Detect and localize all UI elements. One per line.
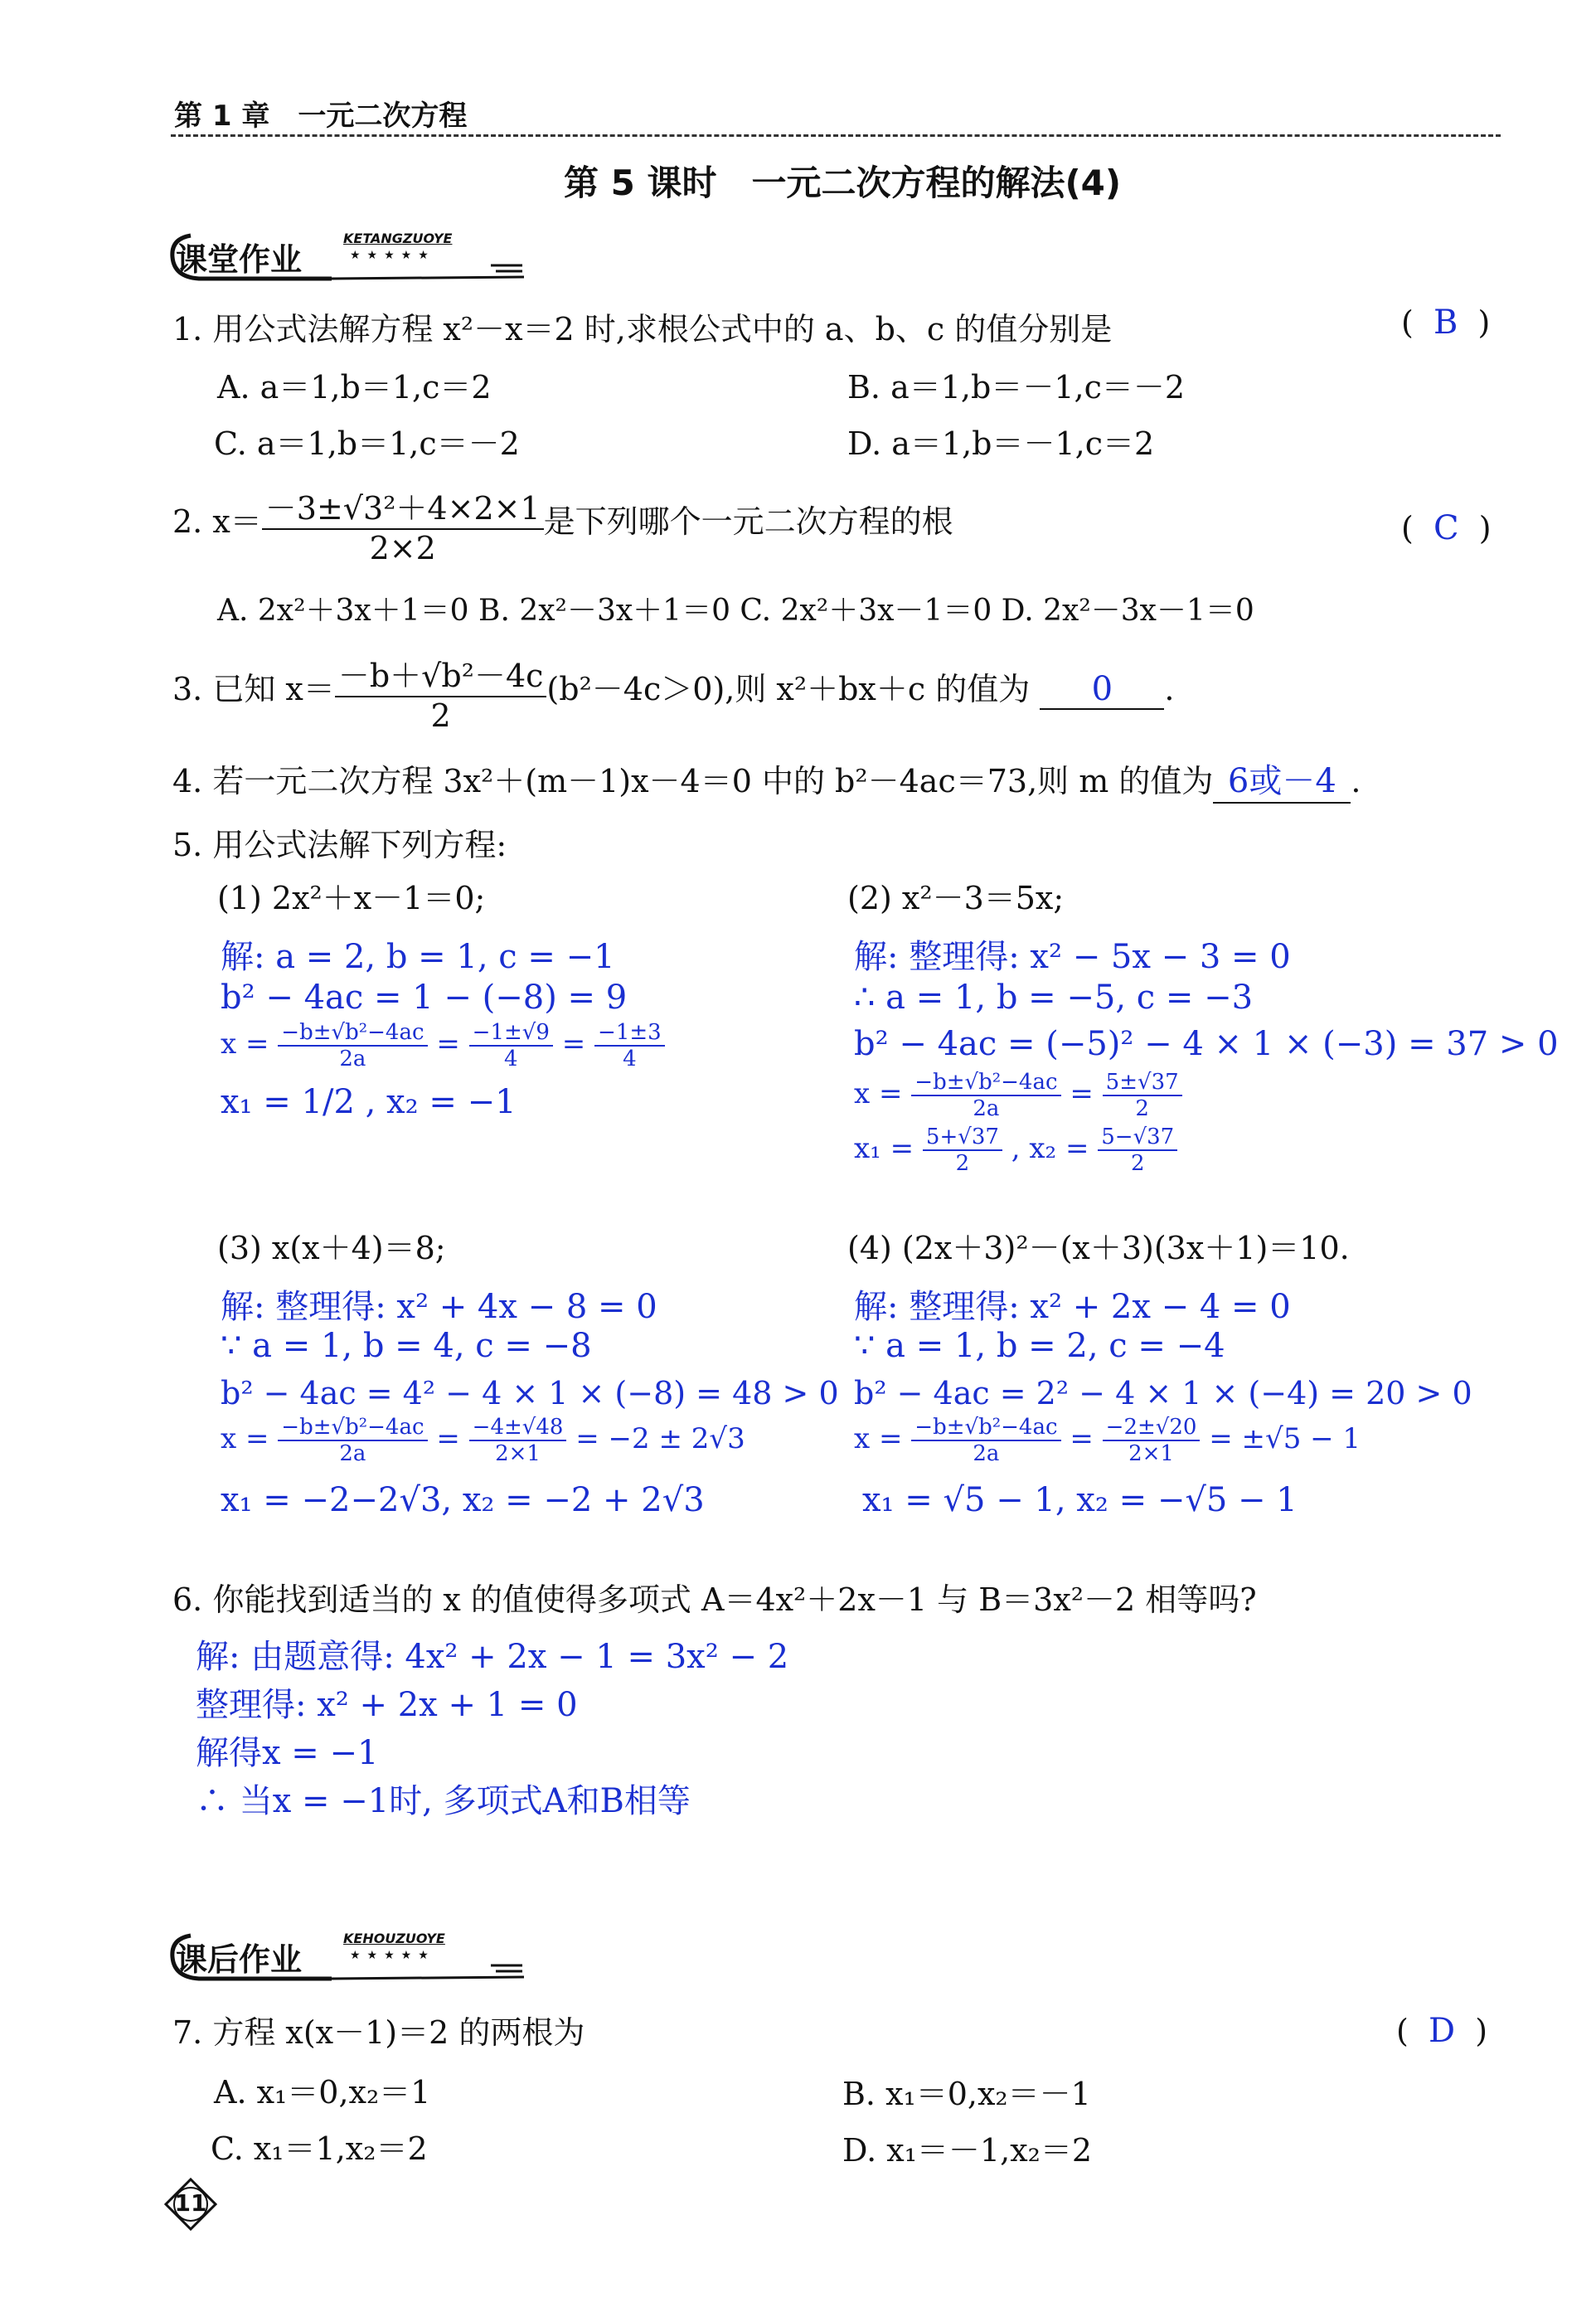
q3-numerator: －b＋√b²－4c (335, 650, 547, 697)
q7-option-a: A. x₁＝0,x₂＝1 (214, 2074, 431, 2111)
q6-line4: ∴ 当x = −1时, 多项式A和B相等 (196, 1782, 691, 1820)
q5-p1-n3: −1±3 (594, 1020, 665, 1047)
q4-stem: 4. 若一元二次方程 3x²＋(m－1)x－4＝0 中的 b²－4ac＝73,则 m 的值为 6或－4 . (172, 755, 1361, 804)
q4-answer: 6或－4 (1227, 762, 1336, 800)
q2-options: A. 2x²＋3x＋1＝0 B. 2x²－3x＋1＝0 C. 2x²＋3x－1＝0 D. 2x²－3x－1＝0 (217, 594, 1254, 628)
q5-p3-d2: 2×1 (495, 1441, 541, 1466)
q5-p1-n1: −b±√b²−4ac (278, 1020, 427, 1047)
q5-p2-d3: 2 (955, 1151, 970, 1176)
q5-p4-line1: 解: 整理得: x² + 2x − 4 = 0 (854, 1288, 1291, 1326)
q4-answer-blank (1213, 755, 1351, 804)
q5-p4-result: = ±√5 − 1 (1209, 1422, 1361, 1455)
homework-label: 课后作业 (176, 1941, 303, 1978)
q5-p2-line3: b² − 4ac = (−5)² − 4 × 1 × (−3) = 37 > 0 (854, 1025, 1559, 1063)
page-number: 11 (174, 2189, 207, 2217)
q5-p3-n1: −b±√b²−4ac (278, 1415, 427, 1441)
q7-option-b: B. x₁＝0,x₂＝－1 (842, 2076, 1091, 2112)
q3-prefix: 3. 已知 x＝ (172, 671, 335, 707)
q5-p1-eq1: = (436, 1027, 460, 1061)
q5-p2-n4: 5−√37 (1098, 1125, 1177, 1151)
q5-p4-line2: ∵ a = 1, b = 2, c = −4 (854, 1327, 1225, 1365)
q6-line1: 解: 由题意得: 4x² + 2x − 1 = 3x² − 2 (196, 1638, 789, 1676)
q5-p1-n2: −1±√9 (469, 1020, 553, 1047)
q3-answer: 0 (1091, 670, 1113, 708)
q5-p1-frac3 (594, 1020, 665, 1071)
classwork-label: 课堂作业 (176, 241, 303, 278)
q2-numerator: －3±√3²＋4×2×1 (262, 483, 544, 530)
q3-suffix: (b²－4c＞0),则 x²＋bx＋c 的值为 (546, 671, 1031, 707)
q5-p1-frac2 (469, 1020, 553, 1071)
q5-p1-line1: 解: a = 2, b = 1, c = −1 (221, 938, 615, 976)
q1-option-b: B. a＝1,b＝－1,c＝－2 (847, 369, 1186, 406)
q5-p1-d1: 2a (339, 1047, 366, 1071)
q1-answer: B (1433, 304, 1458, 342)
q2-prefix: 2. x＝ (172, 503, 262, 540)
q5-p1-line4: x₁ = 1/2 , x₂ = −1 (221, 1083, 517, 1121)
q5-p2-frac2 (1103, 1070, 1182, 1121)
q5-p3-title: (3) x(x＋4)＝8; (217, 1230, 446, 1266)
q5-p2-line1: 解: 整理得: x² − 5x − 3 = 0 (854, 938, 1291, 976)
q5-p2-line4 (854, 1070, 1182, 1121)
q1-option-a: A. a＝1,b＝1,c＝2 (217, 369, 492, 406)
q5-p2-d1: 2a (973, 1096, 1000, 1121)
q5-p2-d4: 2 (1130, 1151, 1145, 1176)
q1-stem: 1. 用公式法解方程 x²－x＝2 时,求根公式中的 a、b、c 的值分别是 (172, 311, 1113, 347)
q2-bracket: ( C ) (1401, 509, 1492, 547)
q3-fraction (335, 650, 547, 734)
q3-answer-blank (1040, 670, 1164, 710)
q5-p1-d2: 4 (504, 1047, 518, 1071)
q5-p2-x: x = (854, 1077, 903, 1110)
q2-fraction (262, 483, 544, 566)
header-divider (171, 134, 1501, 137)
q5-p2-frac3 (923, 1125, 1002, 1176)
q5-p1-line2: b² − 4ac = 1 − (−8) = 9 (221, 979, 628, 1017)
q1-option-c: C. a＝1,b＝1,c＝－2 (214, 425, 520, 462)
q5-p4-line3: b² − 4ac = 2² − 4 × 1 × (−4) = 20 > 0 (854, 1375, 1472, 1411)
q5-p2-line2: ∴ a = 1, b = −5, c = −3 (854, 979, 1254, 1017)
star-icon: ★★★★★ (350, 249, 435, 262)
q5-p3-n2: −4±√48 (469, 1415, 567, 1441)
q5-p2-n3: 5+√37 (923, 1125, 1002, 1151)
q2-stem (172, 483, 953, 566)
q4-text: 4. 若一元二次方程 3x²＋(m－1)x－4＝0 中的 b²－4ac＝73,则 m 的值为 (172, 763, 1214, 799)
q5-p3-result: = −2 ± 2√3 (575, 1422, 745, 1455)
classwork-badge (166, 229, 531, 279)
q7-stem: 7. 方程 x(x－1)＝2 的两根为 (172, 2014, 585, 2051)
q5-p1-line3 (221, 1020, 665, 1071)
q6-line3: 解得x = −1 (196, 1734, 379, 1772)
q5-p3-line4 (221, 1415, 745, 1466)
q5-p2-x1: x₁ = (854, 1132, 914, 1165)
q5-p4-n2: −2±√20 (1103, 1415, 1201, 1441)
classwork-sub: KETANGZUOYE (343, 231, 453, 246)
q5-p3-line1: 解: 整理得: x² + 4x − 8 = 0 (221, 1288, 657, 1326)
q6-stem: 6. 你能找到适当的 x 的值使得多项式 A＝4x²＋2x－1 与 B＝3x²－2 相等吗? (172, 1581, 1257, 1618)
q2-answer: C (1433, 509, 1459, 547)
q5-p4-n1: −b±√b²−4ac (911, 1415, 1060, 1441)
q5-p4-x: x = (854, 1422, 903, 1455)
q5-p1-title: (1) 2x²＋x－1＝0; (217, 880, 486, 916)
q7-option-c: C. x₁＝1,x₂＝2 (211, 2130, 428, 2167)
q5-p4-line5: x₁ = √5 − 1, x₂ = −√5 − 1 (862, 1481, 1298, 1519)
q7-bracket: ( D ) (1396, 2012, 1488, 2050)
q5-p2-frac4 (1098, 1125, 1177, 1176)
lesson-title: 第 5 课时 一元二次方程的解法(4) (564, 163, 1122, 203)
q1-bracket: ( B ) (1401, 304, 1491, 342)
q5-p4-title: (4) (2x＋3)²－(x＋3)(3x＋1)＝10. (847, 1230, 1350, 1266)
page-number-badge (164, 2178, 217, 2231)
chapter-header: 第 1 章 一元二次方程 (174, 100, 468, 133)
q5-p4-d2: 2×1 (1128, 1441, 1174, 1466)
q5-p2-title: (2) x²－3＝5x; (847, 880, 1065, 916)
q5-p1-d3: 4 (623, 1047, 637, 1071)
q5-p3-line2: ∵ a = 1, b = 4, c = −8 (221, 1327, 592, 1365)
q2-suffix: 是下列哪个一元二次方程的根 (543, 503, 953, 540)
q5-p3-line5: x₁ = −2−2√3, x₂ = −2 + 2√3 (221, 1481, 705, 1519)
q5-p3-line3: b² − 4ac = 4² − 4 × 1 × (−8) = 48 > 0 (221, 1375, 839, 1411)
q5-p1-eq2: = (561, 1027, 586, 1061)
q5-p4-line4 (854, 1415, 1361, 1466)
q5-p4-frac1 (911, 1415, 1060, 1466)
q5-p2-n2: 5±√37 (1103, 1070, 1182, 1096)
q5-p2-x2: , x₂ = (1011, 1132, 1089, 1165)
q5-p3-d1: 2a (339, 1441, 366, 1466)
q6-line2: 整理得: x² + 2x + 1 = 0 (196, 1686, 578, 1724)
q5-p2-n1: −b±√b²−4ac (911, 1070, 1060, 1096)
homework-badge (166, 1929, 531, 1979)
star-icon: ★★★★★ (350, 1949, 435, 1962)
q5-p4-eq: = (1070, 1422, 1094, 1455)
q5-p2-frac1 (911, 1070, 1060, 1121)
q1-option-d: D. a＝1,b＝－1,c＝2 (847, 425, 1155, 462)
q5-p3-eq: = (436, 1422, 460, 1455)
q3-stem: 3. 已知 x＝ $\frac{\text{－b＋√b²－4c}}{2}$ (b²－4c＞0),则 x²＋bx＋c 的值为 0 . (172, 650, 1174, 734)
q5-stem: 5. 用公式法解下列方程: (172, 827, 507, 863)
q5-p3-frac2 (469, 1415, 567, 1466)
q7-answer: D (1428, 2012, 1456, 2050)
q5-p4-d1: 2a (973, 1441, 1000, 1466)
q5-p3-x: x = (221, 1422, 269, 1455)
q5-p1-x: x = (221, 1027, 269, 1061)
q5-p2-eq: = (1070, 1077, 1094, 1110)
homework-sub: KEHOUZUOYE (343, 1931, 445, 1946)
q5-p2-d2: 2 (1135, 1096, 1149, 1121)
q5-p3-frac1 (278, 1415, 427, 1466)
q2-denominator: 2×2 (369, 530, 436, 566)
q3-denominator: 2 (430, 697, 451, 734)
q7-option-d: D. x₁＝－1,x₂＝2 (842, 2132, 1093, 2169)
q5-p4-frac2 (1103, 1415, 1201, 1466)
q5-p1-frac1 (278, 1020, 427, 1071)
q5-p2-line5 (854, 1125, 1177, 1176)
